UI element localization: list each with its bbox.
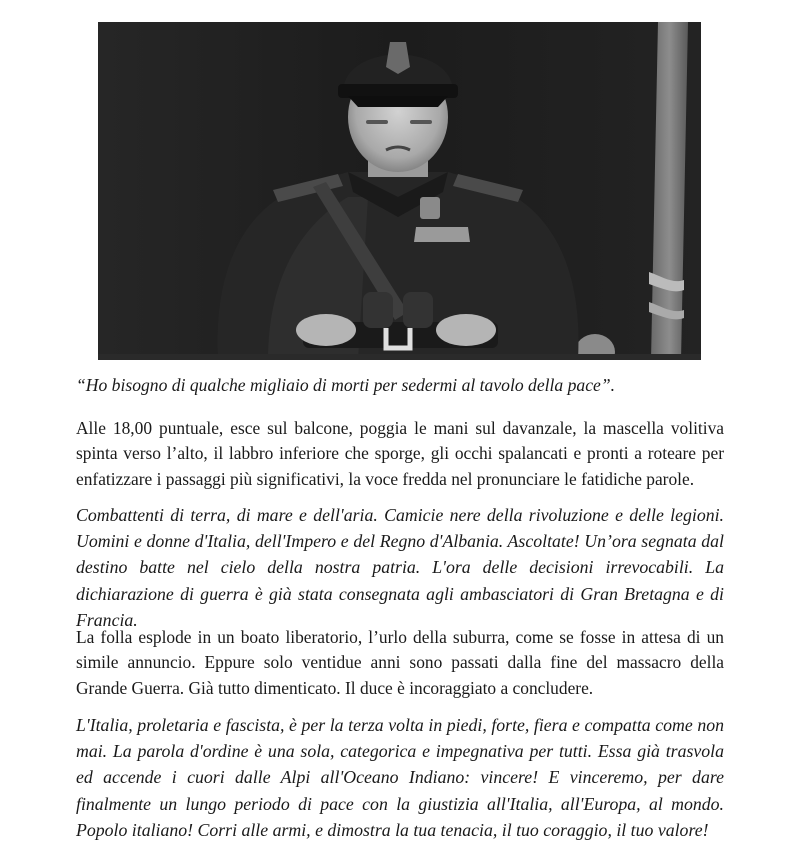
photo-illustration	[98, 22, 701, 360]
speech-excerpt-1: Combattenti di terra, di mare e dell'aria. Camicie nere della rivoluzione e delle legioni. Uomini e donne d'Italia, dell'Impero e del Regno d'Albania. Ascoltate! Un’ora segnata dal destino batte nel cielo della nostra patria. L'ora delle decisioni irrevocabili. La dichiarazione di guerra è già stata consegnata agli ambasciatori di Gran Bretagna e di Francia.	[76, 505, 724, 630]
narrative-paragraph-1: Alle 18,00 puntuale, esce sul balcone, poggia le mani sul davanzale, la mascella volitiva spinta verso l’alto, il labbro inferiore che sporge, gli occhi spalancati e pronti a roteare per enfatizzare i passaggi più significativi, la voce fredda nel pronunciare le fatidiche parole.	[76, 418, 724, 489]
epigraph-quote: “Ho bisogno di qualche migliaio di morti per sedermi al tavolo della pace”.	[76, 375, 616, 395]
historical-photo	[98, 22, 701, 360]
narrative-paragraph-2: La folla esplode in un boato liberatorio, l’urlo della suburra, come se fosse in attesa di un simile annuncio. Eppure solo ventidue anni sono passati dalla fine del massacro della Grande Guerra. Già tutto dimenticato. Il duce è incoraggiato a concludere.	[76, 627, 724, 698]
speech-excerpt-2: L'Italia, proletaria e fascista, è per la terza volta in piedi, forte, fiera e compatta come non mai. La parola d'ordine è una sola, categorica e impegnativa per tutti. Essa già trasvola ed accende i cuori dalle Alpi all'Oceano Indiano: vincere! E vinceremo, per dare finalmente un lungo periodo di pace con la giustizia all'Italia, all'Europa, al mondo. Popolo italiano! Corri alle armi, e dimostra la tua tenacia, il tuo coraggio, il tuo valore!	[76, 715, 724, 840]
